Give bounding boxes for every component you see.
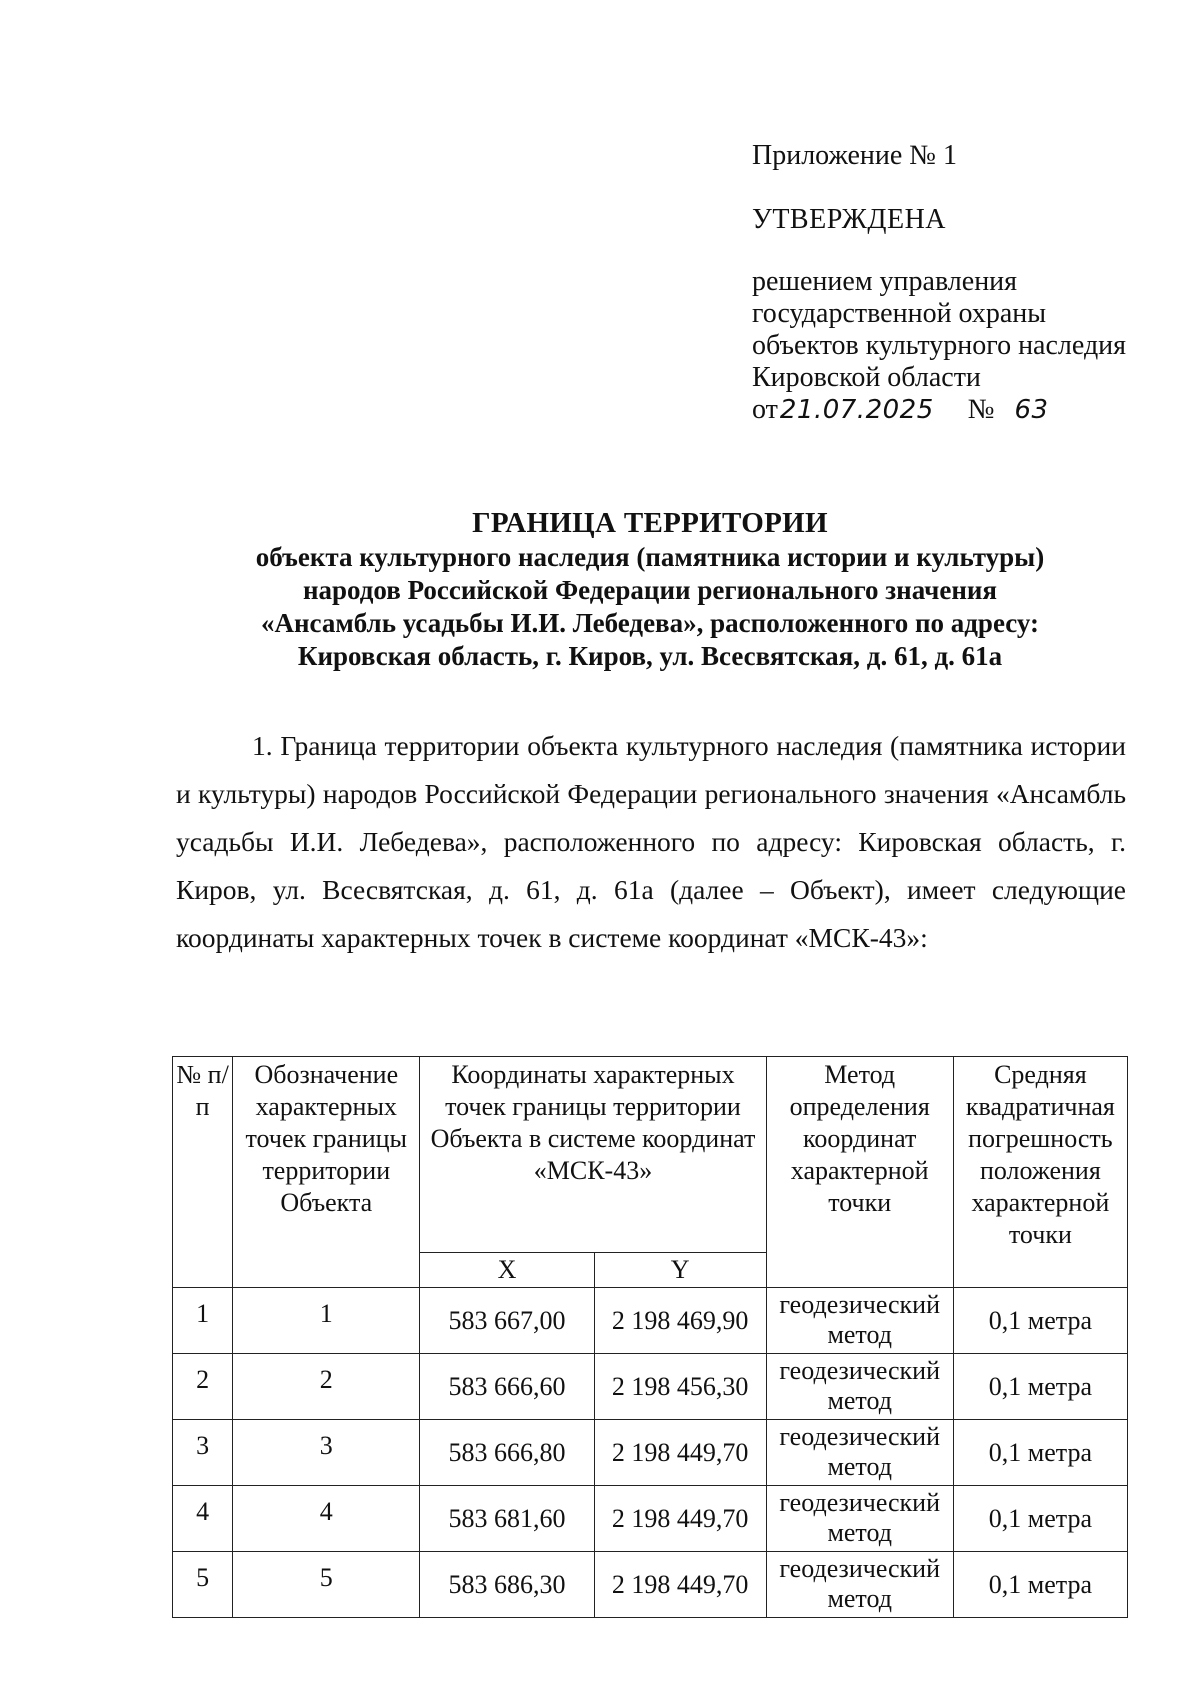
- handwritten-number: 63: [1014, 395, 1049, 425]
- cell-num: 4: [173, 1486, 233, 1552]
- document-title: [170, 505, 1130, 673]
- header-y: Y: [594, 1253, 766, 1288]
- title-line: «Ансамбль усадьбы И.И. Лебедева», расположенного по адресу:: [260, 608, 1040, 638]
- handwritten-date: 21.07.2025: [779, 395, 934, 425]
- header-method: Метод определения координат характерной точки: [766, 1057, 953, 1288]
- cell-num: 2: [173, 1354, 233, 1420]
- cell-x: 583 681,60: [420, 1486, 594, 1552]
- approved-stamp-text: УТВЕРЖДЕНА: [752, 204, 947, 235]
- decision-line: решением управления: [752, 266, 1018, 297]
- date-prefix: от: [752, 394, 778, 425]
- cell-point: 2: [233, 1354, 420, 1420]
- title-line: объекта культурного наследия (памятника истории и культуры): [255, 542, 1045, 572]
- decision-date-line: [752, 394, 1172, 426]
- cell-x: 583 666,60: [420, 1354, 594, 1420]
- cell-method: геодезический метод: [766, 1420, 953, 1486]
- cell-error: 0,1 метра: [953, 1552, 1127, 1618]
- header-designation: Обозначение характерных точек границы территории Объекта: [233, 1057, 420, 1288]
- cell-num: 5: [173, 1552, 233, 1618]
- cell-point: 4: [233, 1486, 420, 1552]
- decision-line: Кировской области: [752, 362, 981, 393]
- coordinates-table: [172, 1056, 1128, 1618]
- decision-line: объектов культурного наследия: [752, 330, 1127, 361]
- cell-method: геодезический метод: [766, 1288, 953, 1354]
- header-x: X: [420, 1253, 594, 1288]
- table-row: [173, 1354, 1128, 1420]
- decision-line: государственной охраны: [752, 298, 1047, 329]
- cell-point: 5: [233, 1552, 420, 1618]
- cell-method: геодезический метод: [766, 1486, 953, 1552]
- cell-num: 3: [173, 1420, 233, 1486]
- title-main: ГРАНИЦА ТЕРРИТОРИИ: [472, 507, 828, 539]
- header-error: Средняя квадратичная погрешность положения характерной точки: [953, 1057, 1127, 1288]
- cell-method: геодезический метод: [766, 1552, 953, 1618]
- number-sign: №: [967, 394, 995, 425]
- cell-error: 0,1 метра: [953, 1354, 1127, 1420]
- cell-error: 0,1 метра: [953, 1288, 1127, 1354]
- cell-error: 0,1 метра: [953, 1486, 1127, 1552]
- cell-point: 1: [233, 1288, 420, 1354]
- cell-x: 583 666,80: [420, 1420, 594, 1486]
- cell-x: 583 667,00: [420, 1288, 594, 1354]
- appendix-number: Приложение № 1: [752, 140, 957, 171]
- body-paragraph: 1. Граница территории объекта культурного наследия (памятника истории и культуры) народов Российской Федерации регионального значения «Ансамбль усадьбы И.И. Лебедева», расположенного по адресу: Кировская область, г. Киров, ул. Всесвятская, д. 61, д. 61а (далее – Объект), имеет следующие координаты характерных точек в системе координат «МСК-43»:: [176, 730, 1126, 953]
- table-row: [173, 1420, 1128, 1486]
- cell-y: 2 198 449,70: [594, 1420, 766, 1486]
- cell-error: 0,1 метра: [953, 1420, 1127, 1486]
- cell-x: 583 686,30: [420, 1552, 594, 1618]
- title-line: Кировская область, г. Киров, ул. Всесвятская, д. 61, д. 61а: [297, 641, 1003, 671]
- header-num: № п/п: [173, 1057, 233, 1288]
- approval-block: [752, 140, 1172, 426]
- table-row: [173, 1288, 1128, 1354]
- table-row: [173, 1486, 1128, 1552]
- table-row: [173, 1552, 1128, 1618]
- cell-method: геодезический метод: [766, 1354, 953, 1420]
- cell-point: 3: [233, 1420, 420, 1486]
- cell-y: 2 198 449,70: [594, 1486, 766, 1552]
- cell-num: 1: [173, 1288, 233, 1354]
- title-line: народов Российской Федерации регионального значения: [302, 575, 998, 605]
- cell-y: 2 198 469,90: [594, 1288, 766, 1354]
- cell-y: 2 198 449,70: [594, 1552, 766, 1618]
- header-coordinates: Координаты характерных точек границы территории Объекта в системе координат «МСК-43»: [420, 1057, 766, 1253]
- cell-y: 2 198 456,30: [594, 1354, 766, 1420]
